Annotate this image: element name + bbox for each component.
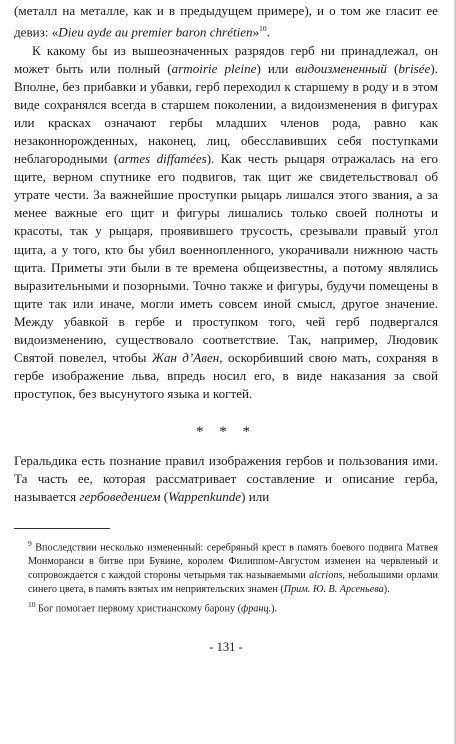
text: , небольшими орлами синего цвета, в память взятых им неприятельских знамен ( — [28, 570, 438, 596]
term-italic: Wappenkunde — [168, 488, 242, 504]
footnote-rule — [14, 528, 110, 529]
text: ). — [271, 602, 278, 614]
text: (металл на металле, как и в предыдущем примере), и о том же гласит ее девиз: « — [14, 3, 438, 40]
text: ( — [160, 488, 169, 504]
footnote-number: 9 — [28, 538, 32, 548]
page-number: - 131 - — [209, 640, 243, 655]
term-italic: alcrions — [309, 570, 343, 582]
note-italic: франц. — [240, 602, 272, 614]
name-italic: Жан д’Авен — [151, 350, 220, 366]
text: ). — [383, 584, 390, 596]
motto-italic: Dieu ayde au premier baron chrétien — [58, 24, 253, 40]
text: Бог помогает первому христианскому барону ( — [38, 602, 241, 614]
footnote-9 — [14, 537, 438, 598]
footnote-ref: 10 — [259, 24, 267, 34]
term-italic: brisée — [398, 60, 431, 76]
text: ) или — [256, 60, 296, 76]
paragraph-continuation — [14, 2, 438, 42]
text: ) или — [241, 488, 270, 504]
text: . — [266, 24, 270, 40]
section-divider: * * * — [196, 424, 256, 441]
text: К какому бы из вышеозначенных разрядов герб ни принадлежал, он может быть или полный ( — [14, 42, 438, 76]
note-italic: Прим. Ю. В. Арсеньева — [283, 584, 384, 596]
text: Впоследствии несколько измененный: серебряный крест в память боевого подвига Матвея Монморанси в битве при Бувине, королем Филиппом-Августом изменен на червленый и сопровождается с каждой стороны четырьмя так называемыми — [28, 542, 438, 582]
paragraph-heraldry — [14, 452, 438, 506]
book-page — [14, 0, 438, 656]
text: , оскорбивший свою мать, сохраняя в гербе изображение льва, впредь носил его, в виде наказания за свой проступок, без высунутого языка и когтей. — [14, 350, 438, 402]
term-italic: armes diffamées — [118, 151, 207, 167]
footnote-number: 10 — [28, 599, 36, 609]
footnote-10 — [14, 598, 438, 616]
term-italic: armoirie pleine — [171, 60, 257, 76]
text: ). Вполне, без прибавки и убавки, герб переходил к старшему в роду и в этом виде сохранялся всегда в старшем поколении, а видоизменения в фигурах или красках означают гербы младших членов рода, равно как незаконнорожденных, наконец, лиц, обесславивших себя поступками неблагородными ( — [14, 60, 438, 167]
text: Геральдика есть познание правил изображения гербов и пользования ими. Та часть ее, которая рассматривает составление и описание герба, называется — [14, 452, 438, 504]
term-italic: видоизмененный — [295, 60, 387, 76]
paragraph-main — [14, 42, 438, 404]
text: » — [252, 24, 260, 40]
text: ). Как честь рыцаря отражалась на его щите, верном спутнике его подвигов, так щит же свидетельствовал об утрате чести. За важнейшие проступки рыцарь лишался этого звания, а за менее важные его щит и фигуры лишались только своей полноты и красоты, так у рыцаря, проявившего трусость, срезывали правый угол щита, а у того, кто бы убил военнопленного, укорачивали нижнюю часть щита. Приметы эти были в те времена общеизвестны, а потому являлись выразительными и позорными. Точно также и фигуры, будучи помещены в щите так или иначе, могли иметь совсем иной смысл, другое значение. Между убавкой в гербе и проступком того, чей герб подвергался видоизменению, существовало соответствие. Так, например, Людовик Святой повелел, чтобы — [14, 151, 438, 366]
term-italic: гербоведением — [79, 488, 161, 504]
text: ( — [386, 60, 399, 76]
